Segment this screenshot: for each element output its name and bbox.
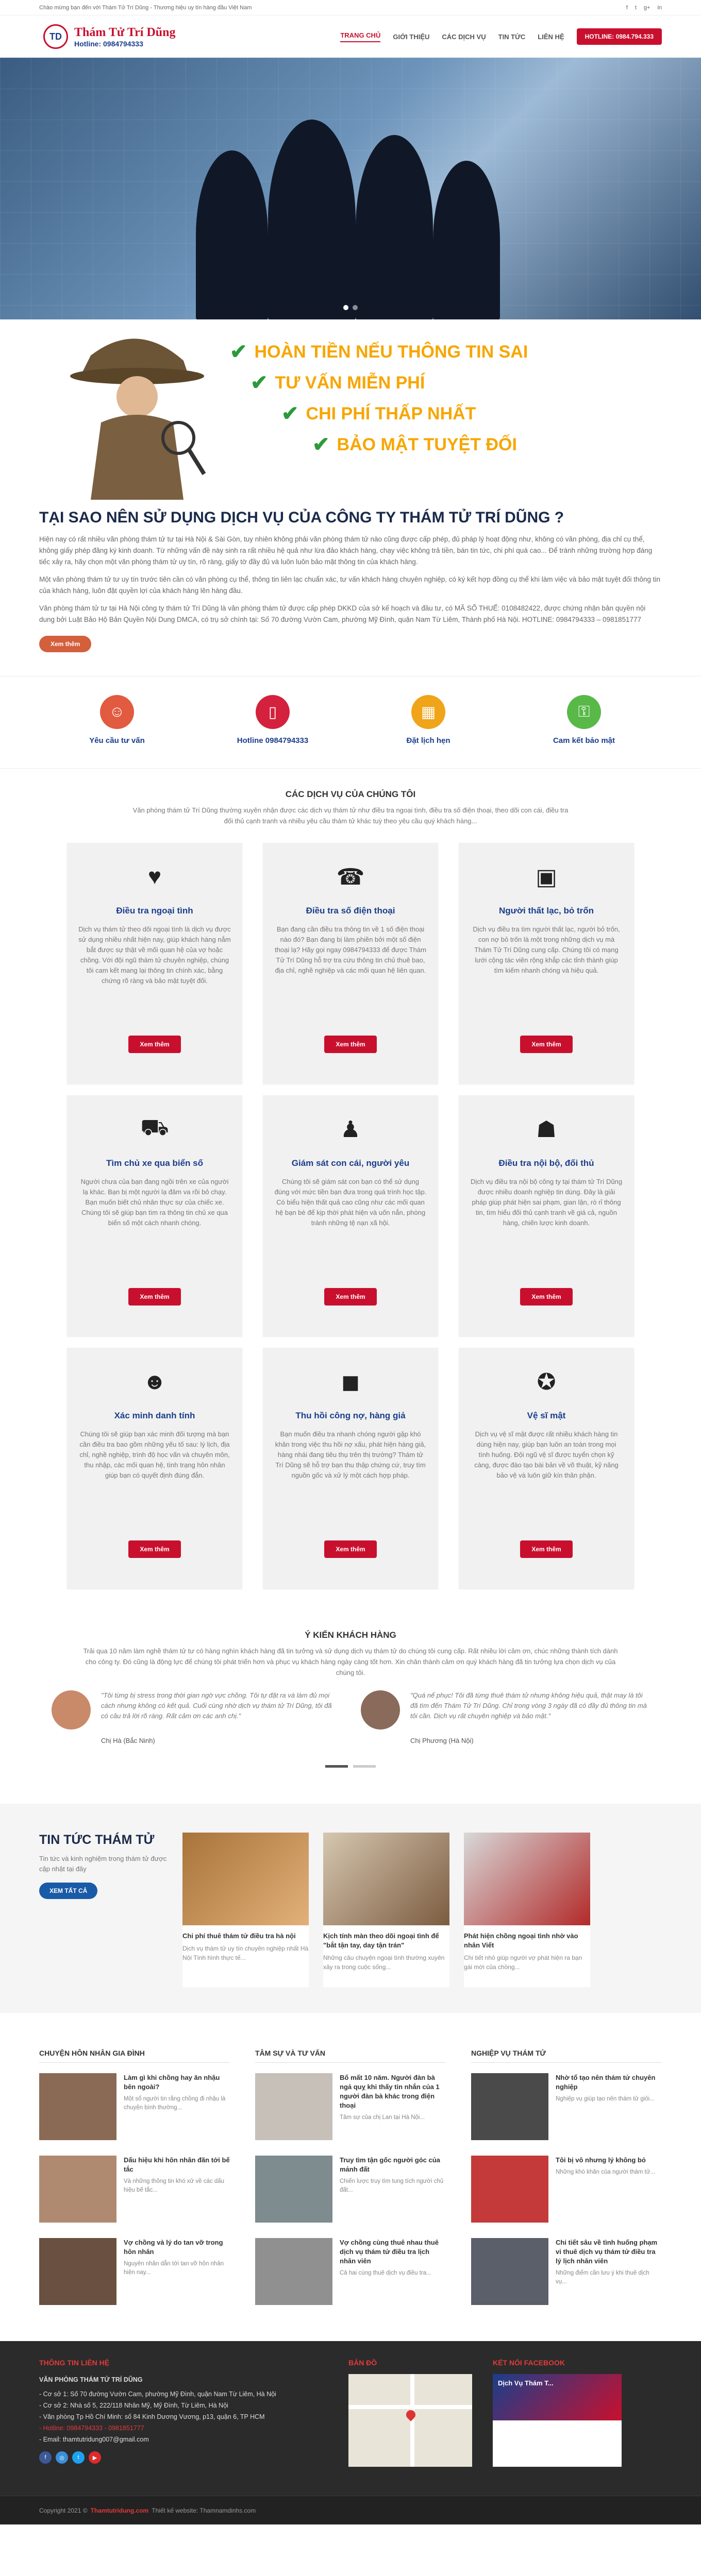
map-embed[interactable] xyxy=(348,2374,472,2467)
family-icon: ♟ xyxy=(340,1116,361,1142)
footer-facebook: KẾT NỐI FACEBOOK Dịch Vụ Thám T... xyxy=(493,2359,622,2467)
footer-social xyxy=(39,2451,297,2464)
copyright-bar: Copyright 2021 © Thamtutridung.com Thiết kế website: Thamnamdinhs.com xyxy=(0,2496,701,2524)
hotline-button[interactable]: HOTLINE: 0984.794.333 xyxy=(577,28,662,45)
list-item[interactable]: Làm gì khi chồng hay ăn nhậu bên ngoài? Một số người tin rằng chồng đi nhậu là chuyện bình thường... xyxy=(39,2073,230,2145)
feature-privacy[interactable]: ⚿ Cam kết bảo mật xyxy=(527,695,641,745)
check-icon: ✔ xyxy=(230,341,247,363)
hero-silhouette xyxy=(356,135,433,319)
list-item[interactable]: Vợ chồng và lý do tan vỡ trong hôn nhân Nguyên nhân dẫn tới tan vỡ hôn nhân hiện nay... xyxy=(39,2238,230,2310)
why-paragraph: Văn phòng thám tử tư tại Hà Nội công ty thám tử Trí Dũng là văn phòng thám tử được cấp phép DKKD của sở kế hoạch và đầu tư, có MÃ SỐ THUẾ: 0108482422, được chứng nhận bản quyền nội dung bởi Luật Bảo Hộ Bản Quyền Nội Dung DMCA, có trụ sở chính tại: Số 70 đường Vườn Cam, phường Mỹ Đình, quận Nam Từ Liêm, Thành phố Hà Nội. HOTLINE: 0984794333 – 0981851777 xyxy=(39,604,646,623)
service-card: ✪ Vệ sĩ mật Dịch vụ vệ sĩ mật được rất nhiều khách hàng tin dùng hiện nay, giúp bạn luôn an toàn trong mọi tình huống. Đội ngũ vệ sĩ được tuyển chọn kỹ càng, được đào tạo bài bản về võ thuật, kỹ năng bảo vệ và luôn giữ kín thân phận. Xem thêm xyxy=(459,1348,634,1589)
feature-consult[interactable]: ☺ Yêu cầu tư vấn xyxy=(60,695,174,745)
post-thumbnail xyxy=(255,2156,332,2223)
feature-appointment[interactable]: ▦ Đặt lịch hẹn xyxy=(372,695,485,745)
view-all-button[interactable]: XEM TẤT CẢ xyxy=(39,1883,97,1899)
phone-search-icon: ☎ xyxy=(336,864,365,890)
slider-dot[interactable] xyxy=(353,305,358,310)
benefit-item: ✔ CHI PHÍ THẤP NHẤT xyxy=(281,402,476,425)
check-icon: ✔ xyxy=(251,371,268,394)
list-item[interactable]: Vợ chồng cùng thuê nhau thuê dịch vụ thám tử điều tra lịch nhân viên Cả hai cùng thuê dịch vụ điều tra... xyxy=(255,2238,446,2310)
categories-section xyxy=(0,2013,701,2341)
news-title: TIN TỨC THÁM TỬ xyxy=(39,1833,155,1847)
service-more-button[interactable]: Xem thêm xyxy=(520,1288,572,1306)
slider-dot[interactable] xyxy=(325,1765,348,1768)
service-more-button[interactable]: Xem thêm xyxy=(324,1036,376,1053)
car-icon: ⛟ xyxy=(140,1115,169,1140)
testimonial-dots xyxy=(39,1765,662,1768)
site-logo[interactable] xyxy=(43,24,175,49)
features-bar xyxy=(0,676,701,769)
team-icon: ☗ xyxy=(536,1116,557,1142)
nav-services[interactable]: CÁC DỊCH VỤ xyxy=(442,32,486,41)
post-thumbnail xyxy=(39,2073,116,2140)
service-more-button[interactable]: Xem thêm xyxy=(324,1540,376,1558)
service-more-button[interactable]: Xem thêm xyxy=(128,1288,180,1306)
news-image xyxy=(182,1833,309,1925)
why-paragraph: Một văn phòng thám tử tư uy tín trước tiên cần có văn phòng cụ thể, thông tin liên lạc chuẩn xác, tư vấn khách hàng chuyên nghiệp, có ký kết hợp đồng cụ thể khi làm việc và bảo mật tuyệt đối thông tin của khách hàng, luôn đặt quyền lợi của khách hàng lên hàng đầu. xyxy=(39,575,661,595)
feature-hotline[interactable]: ▯ Hotline 0984794333 xyxy=(216,695,329,745)
service-card: ♟ Giám sát con cái, người yêu Chúng tôi sẽ giám sát con bạn có thể sử dụng đúng với mức tiền bạn đưa trong quá trình học tập. Có biểu hiện thất quả cao cũng như các mối quan hệ bạn bè để kịp thời phát hiện và uốn nắn, phòng tránh những tệ nạn xã hội. Xem thêm xyxy=(263,1095,438,1336)
why-more-button[interactable]: Xem thêm xyxy=(39,636,91,652)
nav-home[interactable]: TRANG CHỦ xyxy=(340,31,380,42)
nav-news[interactable]: TIN TỨC xyxy=(498,32,526,41)
service-card: ▣ Người thất lạc, bỏ trốn Dịch vụ điều tra tìm người thất lạc, người bỏ trốn, con nợ bỏ trốn là một trong những dịch vụ mà Thám Tử Trí Dũng cung cấp. Chúng tôi có mạng lưới cộng tác viên rộng khắp các tỉnh thành giúp tìm kiếm nhanh chóng và hiệu quả. Xem thêm xyxy=(459,843,634,1084)
post-thumbnail xyxy=(255,2073,332,2140)
testimonials-subtitle: Trải qua 10 năm làm nghề thám tử tư có hàng nghìn khách hàng đã tin tưởng và sử dụng dịch vụ thám tử do chúng tôi cung cấp. Rất nhiều lời cảm ơn, chúc những thành tích dành cho công ty. Đó cũng là động lực để chúng tôi phát triển hơn và phục vụ khách hàng ngày càng tốt hơn. Xin chân thành cảm ơn quý khách hàng đã tin tưởng lựa chọn dịch vụ của chúng tôi. xyxy=(83,1647,618,1676)
post-thumbnail xyxy=(471,2238,548,2305)
why-section xyxy=(0,319,701,652)
news-desc: Tin tức và kinh nghiệm trong thám tử được cập nhật tại đây xyxy=(39,1855,167,1873)
services-subtitle: Văn phòng thám tử Trí Dũng thường xuyên nhận được các dịch vụ thám tử như điều tra ngoại tình, điều tra số điện thoại, theo dõi con cái, điều tra đối thủ cạnh tranh và nhiều yêu cầu thám tử khác tuỳ theo yêu cầu quý khách hàng... xyxy=(132,806,569,825)
linkedin-icon[interactable]: in xyxy=(657,5,662,11)
map-pin-icon xyxy=(404,2408,417,2421)
benefit-item: ✔ HOÀN TIỀN NẾU THÔNG TIN SAI xyxy=(230,341,528,363)
why-paragraph: Hiện nay có rất nhiều văn phòng thám tử tư tại Hà Nội & Sài Gòn, tuy nhiên không phải văn phòng thám tử nào cũng được cấp phép, đủ pháp lý hoạt động như, không có văn phòng, địa chỉ cụ thể, không giấy phép đăng ký kinh doanh. Từ những vấn đề này sinh ra rất nhiều hệ quả như lừa đảo khách hàng, chạy việc không trả tiền, bán tin tức, chi phí quá cao... Để tránh những trường hợp đáng tiếc xảy ra, hãy chọn một văn phòng thám tử uy tín, rõ ràng, giấy tờ đầy đủ và luôn luôn bảo mật thông tin của khách hàng. xyxy=(39,535,653,566)
avatar xyxy=(52,1690,91,1730)
service-card: ☗ Điều tra nội bộ, đối thủ Dịch vụ điều tra nội bộ công ty tại thám tử Trí Dũng được nhiều doanh nghiệp tin dùng. Đây là giải pháp giúp phát hiện sai phạm, gian lận, rò rỉ thông tin, tìm hiểu đối thủ cạnh tranh về giá cả, nguồn hàng, chiến lược kinh doanh. Xem thêm xyxy=(459,1095,634,1336)
broken-heart-icon: ♥ xyxy=(147,864,162,889)
top-bar xyxy=(0,0,701,15)
bag-icon: ◼ xyxy=(341,1369,360,1395)
hero-slider[interactable] xyxy=(0,58,701,319)
slider-dot[interactable] xyxy=(343,305,348,310)
benefit-item: ✔ TƯ VẤN MIỄN PHÍ xyxy=(251,371,425,394)
nav-about[interactable]: GIỚI THIỆU xyxy=(393,32,430,41)
list-item[interactable]: Tôi bị vô nhưng lý không bỏ Những khó khăn của người thám tử... xyxy=(471,2156,662,2228)
why-title: TẠI SAO NÊN SỬ DỤNG DỊCH VỤ CỦA CÔNG TY THÁM TỬ TRÍ DŨNG ? xyxy=(39,509,564,526)
service-more-button[interactable]: Xem thêm xyxy=(128,1540,180,1558)
service-more-button[interactable]: Xem thêm xyxy=(520,1036,572,1053)
benefit-list xyxy=(230,340,528,464)
slider-dots xyxy=(343,305,358,310)
news-card[interactable]: Kịch tính màn theo dõi ngoại tình để "bắt tận tay, day tận trán" Những câu chuyện ngoại tình thường xuyên xảy ra trong cuộc sống... xyxy=(323,1833,449,1987)
post-thumbnail xyxy=(39,2156,116,2223)
facebook-widget[interactable]: Dịch Vụ Thám T... xyxy=(493,2374,622,2467)
twitter-icon[interactable]: t xyxy=(635,5,637,11)
hero-silhouette xyxy=(196,150,268,319)
service-card: ♥ Điều tra ngoại tình Dịch vụ thám tử theo dõi ngoại tình là dịch vụ được sử dụng nhiều nhất hiện nay, giúp khách hàng nắm bắt được sự thật về mối quan hệ của vợ hoặc chồng. Với đội ngũ thám tử chuyên nghiệp, chúng tôi cam kết mang lại thông tin chính xác, bằng chứng rõ ràng và bảo mật tuyệt đối. Xem thêm xyxy=(67,843,242,1084)
footer-map: BẢN ĐỒ xyxy=(348,2359,472,2467)
logo-name: Thám Tử Trí Dũng xyxy=(74,25,176,39)
instagram-icon[interactable]: ◎ xyxy=(56,2451,68,2464)
list-item[interactable]: Chi tiết sâu về tình huống phạm vi thuê dịch vụ thám tử điều tra lý lịch nhân viên Những điểm cần lưu ý khi thuê dịch vụ... xyxy=(471,2238,662,2310)
service-more-button[interactable]: Xem thêm xyxy=(128,1036,180,1053)
news-image xyxy=(464,1833,590,1925)
news-image xyxy=(323,1833,449,1925)
missing-person-icon: ▣ xyxy=(536,864,557,890)
post-thumbnail xyxy=(471,2156,548,2223)
service-more-button[interactable]: Xem thêm xyxy=(520,1540,572,1558)
testimonial-slider xyxy=(39,1690,662,1744)
consult-icon: ☺ xyxy=(100,695,134,729)
category-column: CHUYỆN HÔN NHÂN GIA ĐÌNH Làm gì khi chồng hay ăn nhậu bên ngoài? Một số người tin rằng chồng đi nhậu là chuyện bình thường... Dấu hiệu khi hôn nhân đãn tới bế tắc Và những thông tin khó xử về các dấu hiệu bế tắc... Vợ chồng và lý do tan vỡ trong hôn nhân Nguyên nhân dẫn tới tan vỡ hôn nhân hiện nay... xyxy=(39,2049,230,2320)
youtube-icon[interactable]: ▶ xyxy=(89,2451,101,2464)
hero-silhouette xyxy=(433,161,500,319)
list-item[interactable]: Dấu hiệu khi hôn nhân đãn tới bế tắc Và những thông tin khó xử về các dấu hiệu bế tắc... xyxy=(39,2156,230,2228)
services-section xyxy=(0,769,701,1599)
why-banner xyxy=(39,319,662,505)
testimonials-section xyxy=(0,1599,701,1788)
list-item[interactable]: Nhờ tổ tạo nên thám tử chuyên nghiệp Nghiệp vụ giúp tạo nên thám tử giỏi... xyxy=(471,2073,662,2145)
hero-silhouette xyxy=(268,120,356,319)
lock-icon: ⚿ xyxy=(567,695,601,729)
services-grid xyxy=(39,843,662,1589)
news-card[interactable]: Phát hiện chồng ngoại tình nhờ vào nhân Viết Chi tiết nhỏ giúp người vợ phát hiện ra bạn gái mới của chồng... xyxy=(464,1833,590,1987)
service-card: ☎ Điều tra số điện thoại Bạn đang cần điều tra thông tin về 1 số điện thoại nào đó? Bạn đang bị làm phiền bởi một số điện thoại lạ? Hãy gọi ngay 0984794333 để được Thám Tử Trí Dũng hỗ trợ tra cứu thông tin chủ thuê bao, địa chỉ, nghề nghiệp và các mối quan hệ liên quan. Xem thêm xyxy=(263,843,438,1084)
list-item[interactable]: Bố mất 10 năm. Người đàn bà ngả quỵ khi thấy tin nhắn của 1 người đàn bà khác trong điện thoại Tâm sự của chị Lan tại Hà Nội... xyxy=(255,2073,446,2145)
service-more-button[interactable]: Xem thêm xyxy=(324,1288,376,1306)
testimonial-card: "Quá nể phục! Tôi đã từng thuê thám tử nhưng không hiệu quả, thật may là tôi đã tìm đến Thám Tử Trí Dũng. Chỉ trong vòng 3 ngày đã có đầy đủ thông tin mà tôi cần. Dịch vụ rất chuyên nghiệp và bảo mật." Chị Phương (Hà Nội) xyxy=(361,1690,649,1744)
category-column: NGHIỆP VỤ THÁM TỬ Nhờ tổ tạo nên thám tử chuyên nghiệp Nghiệp vụ giúp tạo nên thám tử giỏi... Tôi bị vô nhưng lý không bỏ Những khó khăn của người thám tử... Chi tiết sâu về tình huống phạm vi thuê dịch vụ thám tử điều tra lý lịch nhân viên Những điểm cần lưu ý khi thuê dịch vụ... xyxy=(471,2049,662,2320)
avatar xyxy=(361,1690,400,1730)
service-card: ☻ Xác minh danh tính Chúng tôi sẽ giúp bạn xác minh đối tượng mà bạn cần điều tra bao gồm những yếu tố sau: lý lịch, địa chỉ, nghề nghiệp, trình độ học vấn và chuyên môn, thu nhập, các mối quan hệ, tình trạng hôn nhân giúp bạn có quyết định đúng đắn. Xem thêm xyxy=(67,1348,242,1589)
bodyguard-icon: ✪ xyxy=(537,1369,556,1395)
calendar-icon: ▦ xyxy=(411,695,445,729)
welcome-text: Chào mừng bạn đến với Thám Tử Trí Dũng - Thương hiệu uy tín hàng đầu Việt Nam xyxy=(39,5,252,11)
post-thumbnail xyxy=(39,2238,116,2305)
users-icon: ☻ xyxy=(142,1369,167,1394)
site-header xyxy=(0,15,701,58)
facebook-icon[interactable]: f xyxy=(626,5,628,11)
nav-contact[interactable]: LIÊN HỆ xyxy=(538,32,564,41)
service-card: ⛟ Tìm chủ xe qua biển số Người chưa của bạn đang ngồi trên xe của người lạ khác. Bạn bị một người lạ đâm va rồi bỏ chạy. Bạn muốn biết chủ nhân thực sự của chiếc xe. Chúng tôi sẽ giúp bạn tìm ra thông tin chủ xe qua biển số một cách nhanh chóng. Xem thêm xyxy=(67,1095,242,1336)
post-thumbnail xyxy=(471,2073,548,2140)
testimonials-title: Ý KIẾN KHÁCH HÀNG xyxy=(305,1630,396,1640)
category-column: TÂM SỰ VÀ TƯ VẤN Bố mất 10 năm. Người đàn bà ngả quỵ khi thấy tin nhắn của 1 người đàn bà khác trong điện thoại Tâm sự của chị Lan tại Hà Nội... Truy tìm tận gốc người góc của mảnh đất Chiến lược truy tìm tung tích người chủ đất... Vợ chồng cùng thuê nhau thuê dịch vụ thám tử điều tra lịch nhân viên Cả hai cùng thuê dịch vụ điều tra... xyxy=(255,2049,446,2320)
top-social xyxy=(626,5,662,11)
twitter-icon[interactable]: t xyxy=(72,2451,85,2464)
logo-badge: TD xyxy=(43,24,68,49)
list-item[interactable]: Truy tìm tận gốc người góc của mảnh đất Chiến lược truy tìm tung tích người chủ đất... xyxy=(255,2156,446,2228)
detective-illustration xyxy=(60,325,214,500)
post-thumbnail xyxy=(255,2238,332,2305)
slider-dot[interactable] xyxy=(353,1765,376,1768)
benefit-item: ✔ BẢO MẬT TUYỆT ĐỐI xyxy=(312,433,517,456)
footer-contact: THÔNG TIN LIÊN HỆ VĂN PHÒNG THÁM TỬ TRÍ DŨNG - Cơ sở 1: Số 70 đường Vườn Cam, phường Mỹ Đình, quận Nam Từ Liêm, Hà Nội - Cơ sở 2: Nhà số 5, 222/118 Nhân Mỹ, Mỹ Đình, Từ Liêm, Hà Nội - Văn phòng Tp Hồ Chí Minh: số 84 Kinh Dương Vương, p13, quận 6, TP HCM - Hotline: 0984794333 - 0981851777 - Email: thamtutridung007@gmail.com f ◎ t ▶ xyxy=(39,2359,297,2467)
services-title: CÁC DỊCH VỤ CỦA CHÚNG TÔI xyxy=(285,789,416,799)
testimonial-card: "Tôi từng bị stress trong thời gian ngờ vực chồng. Tôi tự đặt ra và làm đủ mọi cách nhưng không có kết quả. Cuối cùng nhờ dịch vụ thám tử Trí Dũng, tôi đã có câu trả lời rõ ràng. Rất cảm ơn các anh chị." Chị Hà (Bắc Ninh) xyxy=(52,1690,340,1744)
main-nav xyxy=(340,28,662,45)
logo-hotline: Hotline: 0984794333 xyxy=(74,39,143,48)
news-card[interactable]: Chi phí thuê thám tử điều tra hà nội Dịch vụ thám tử uy tín chuyên nghiệp nhất Hà Nội Tình hình thực tế... xyxy=(182,1833,309,1987)
service-card: ◼ Thu hồi công nợ, hàng giả Bạn muốn điều tra nhanh chóng người gặp khó khăn trong việc thu hồi nợ xấu, phát hiện hàng giả, hàng nhái đang tiêu thụ trên thị trường? Thám tử Trí Dũng sẽ hỗ trợ bạn thu thập chứng cứ, truy tìm nguồn gốc và xử lý một cách hợp pháp. Xem thêm xyxy=(263,1348,438,1589)
site-footer xyxy=(0,2341,701,2496)
facebook-icon[interactable]: f xyxy=(39,2451,52,2464)
phone-icon: ▯ xyxy=(256,695,290,729)
google-plus-icon[interactable]: g+ xyxy=(643,5,650,11)
news-section xyxy=(0,1804,701,2013)
check-icon: ✔ xyxy=(312,433,330,456)
check-icon: ✔ xyxy=(281,402,299,425)
